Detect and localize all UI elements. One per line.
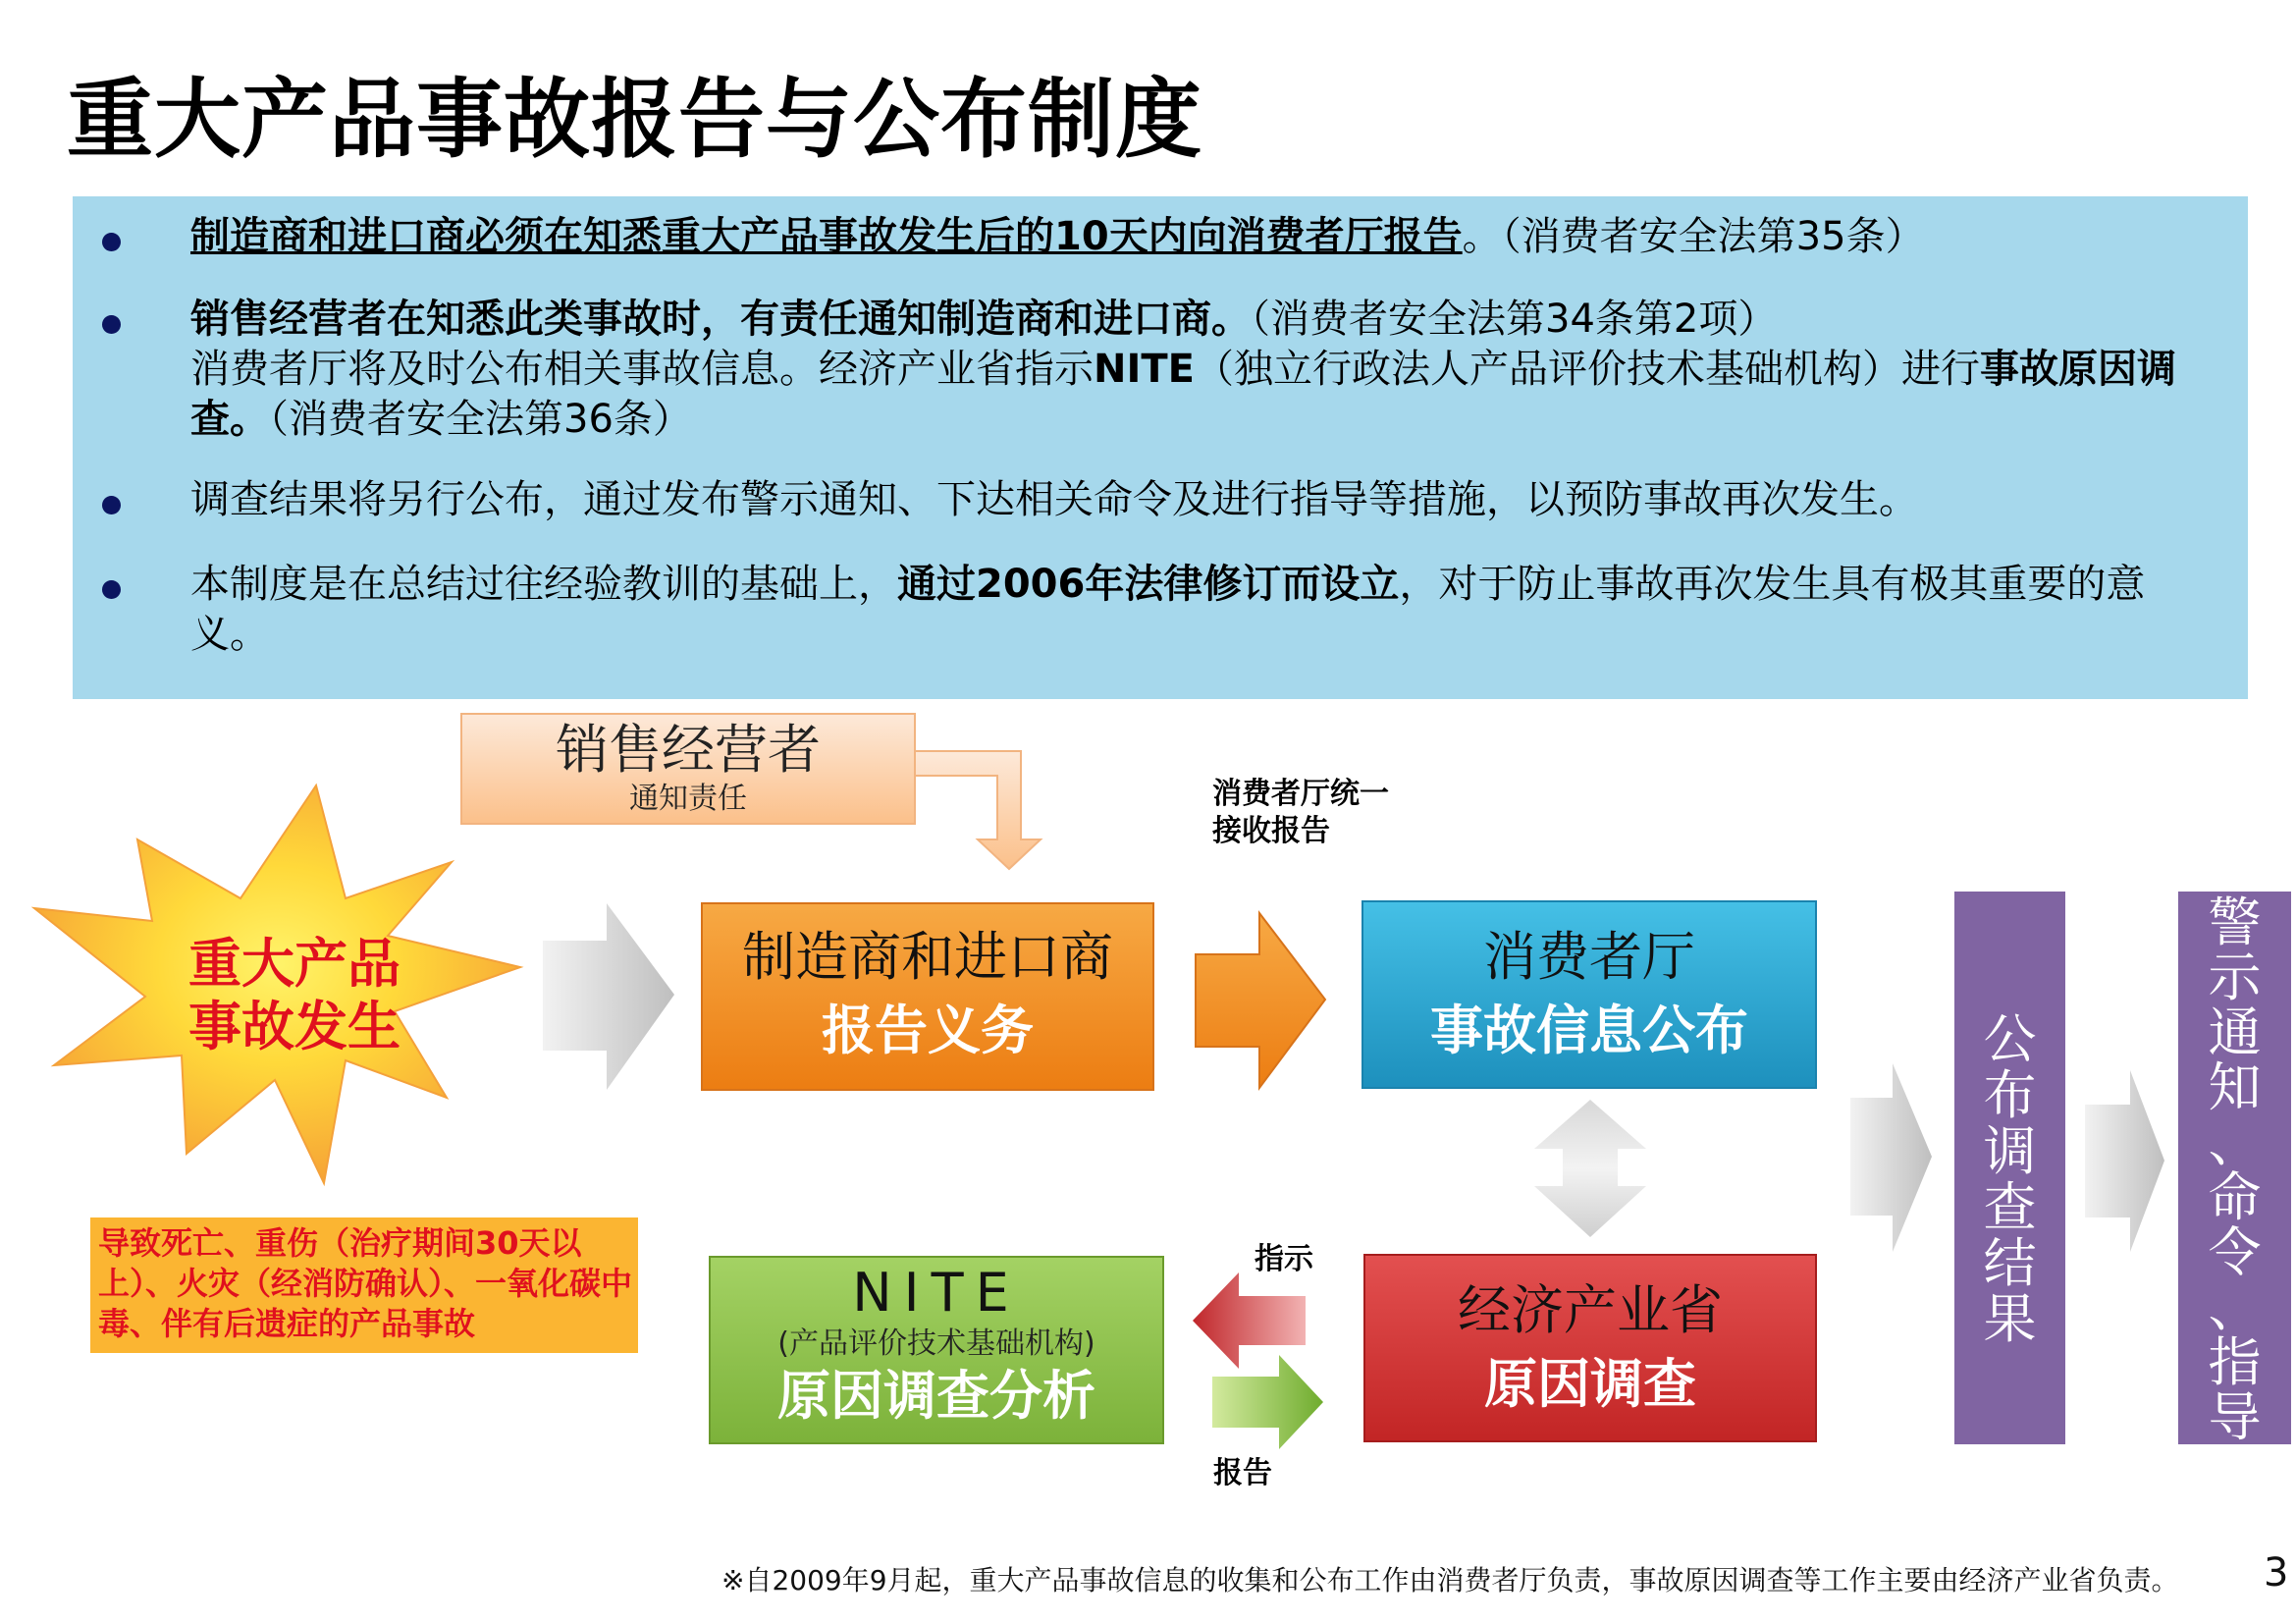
nite-sub: 原因调查分析 (777, 1365, 1095, 1427)
warn-char: 指 (2208, 1331, 2262, 1393)
bullet-4-text-a: 本制度是在总结过往经验教训的基础上， (190, 562, 897, 607)
publish-char: 调 (1983, 1120, 2037, 1182)
bullet-2-nite: NITE (1094, 347, 1195, 392)
gray-arrow-2 (1850, 1063, 1932, 1252)
warn-char: 警 (2208, 892, 2262, 953)
meti-sub: 原因调查 (1484, 1353, 1696, 1415)
bullet-2-law: （消费者安全法第34条第2项） (1251, 297, 1778, 342)
bullet-3-text: 调查结果将另行公布，通过发布警示通知、下达相关命令及进行指导等措施，以预防事故再次发生。 (190, 477, 1918, 522)
caa-sub: 事故信息公布 (1430, 1000, 1748, 1061)
publish-char: 查 (1983, 1176, 2037, 1238)
warn-char: 示 (2208, 947, 2262, 1008)
publish-char: 结 (1983, 1232, 2037, 1294)
orange-arrow (1196, 913, 1325, 1088)
double-arrow-vertical (1534, 1100, 1646, 1237)
meti-label (1364, 1276, 1816, 1424)
bullet-2-bold-d: 事故原因调查。 (190, 347, 2176, 442)
publish-char: 果 (1983, 1288, 2037, 1350)
report-arrow (1212, 1355, 1323, 1449)
maker-label (702, 923, 1153, 1070)
instruct-arrow (1193, 1272, 1306, 1369)
bullet-2-text-c: （独立行政法人产品评价技术基础机构）进行 (1194, 347, 1980, 392)
warn-char: 令 (2208, 1221, 2262, 1283)
caa-label (1362, 923, 1816, 1070)
publish-char: 布 (1983, 1064, 2037, 1126)
caa-receive-label: 消费者厅统一 接收报告 (1212, 777, 1389, 848)
nite-title: NITE (852, 1262, 1021, 1324)
caa-title: 消费者厅 (1483, 926, 1695, 988)
meti-title: 经济产业省 (1458, 1279, 1723, 1341)
report-label: 报告 (1213, 1456, 1272, 1490)
seller-label (461, 719, 915, 817)
bullet-2-bold: 销售经营者在知悉此类事故时，有责任通知制造商和进口商。 (190, 297, 1251, 342)
publish-char: 公 (1983, 1008, 2037, 1070)
warn-char: 命 (2208, 1166, 2262, 1228)
page-number: 3 (2264, 1550, 2289, 1596)
warn-char: 、 (2208, 1111, 2262, 1173)
gray-arrow-3 (2085, 1070, 2164, 1252)
bullet-4-bold: 通过2006年法律修订而设立 (897, 562, 1400, 607)
star-line-2: 事故发生 (188, 996, 400, 1057)
nite-label (710, 1262, 1163, 1429)
gray-arrow-1 (543, 903, 674, 1090)
bullet-4-text-c: ，对于防止事故再次发生具有极其重要的意义。 (190, 562, 2146, 657)
footnote: ※自2009年9月起，重大产品事故信息的收集和公布工作由消费者厅负责，事故原因调查等工作主要由经济产业省负责。 (721, 1564, 2179, 1596)
bullet-1-bold: 制造商和进口商必须在知悉重大产品事故发生后的10天内向消费者厅报告 (190, 214, 1463, 259)
page-title: 重大产品事故报告与公布制度 (67, 69, 1203, 170)
warn-text (2178, 892, 2291, 1448)
seller-title: 销售经营者 (556, 719, 821, 781)
publish-text (1954, 1008, 2065, 1350)
seller-down-arrow (915, 751, 1041, 869)
instruct-label: 指示 (1255, 1242, 1313, 1276)
bullet-2-text-a: 消费者厅将及时公布相关事故信息。经济产业省指示 (190, 347, 1094, 392)
warn-char: 导 (2208, 1386, 2262, 1448)
maker-title: 制造商和进口商 (742, 926, 1113, 988)
bullet-2-law-e: （消费者安全法第36条） (269, 397, 692, 442)
warn-char: 、 (2208, 1276, 2262, 1338)
maker-sub: 报告义务 (822, 1000, 1034, 1061)
nite-paren: (产品评价技术基础机构) (777, 1326, 1095, 1361)
seller-sub: 通知责任 (629, 782, 747, 816)
warn-char: 通 (2208, 1001, 2262, 1063)
definition-text: 导致死亡、重伤（治疗期间30天以上）、火灾（经消防确认）、一氧化碳中毒、伴有后遗症的产品事故 (98, 1224, 633, 1342)
star-line-1: 重大产品 (188, 933, 400, 995)
warn-char: 知 (2208, 1056, 2262, 1118)
star-label (147, 933, 442, 1058)
bullet-1-rest: 。（消费者安全法第35条） (1462, 214, 1925, 259)
